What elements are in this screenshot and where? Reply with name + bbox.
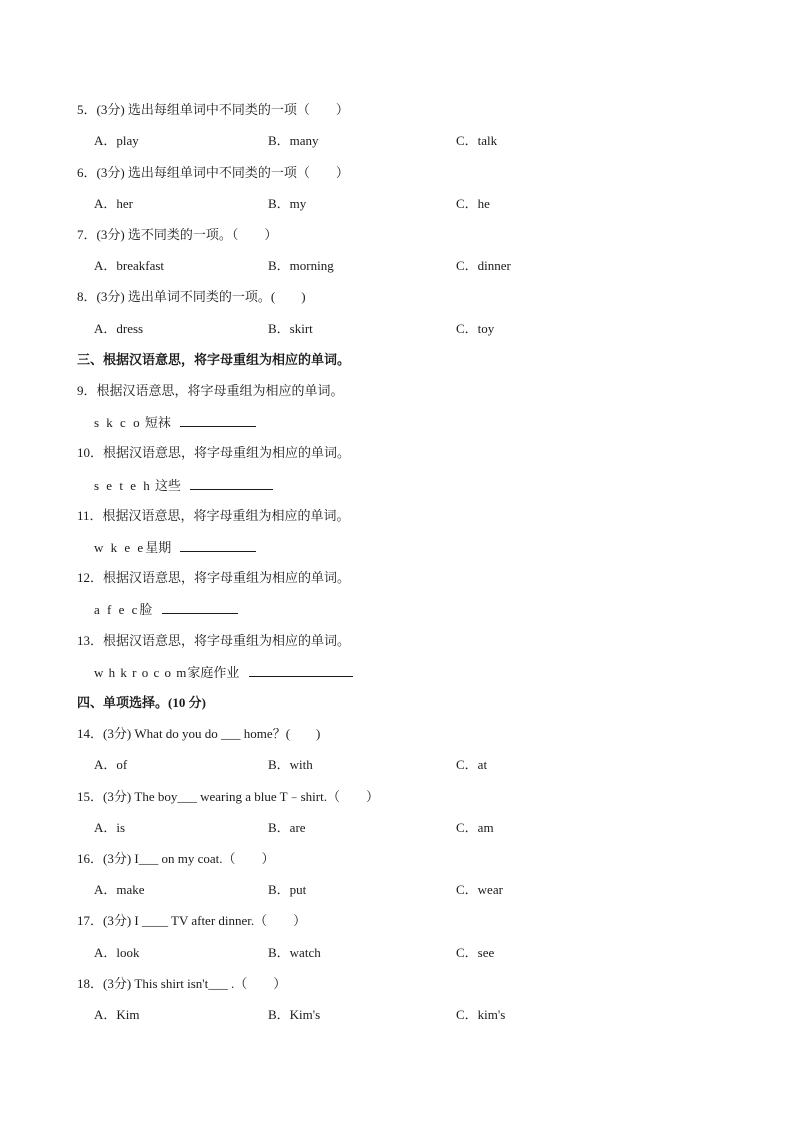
question-8-options <box>0 319 794 339</box>
answer-blank[interactable] <box>249 662 353 677</box>
question-14-stem: 14．(3分) What do you do ___ home？( ) <box>77 726 321 741</box>
option-b: B．put <box>268 882 307 897</box>
question-5-options <box>0 131 794 151</box>
question-12-stem: 12．根据汉语意思，将字母重组为相应的单词。 <box>77 570 351 585</box>
question-15-stem: 15．(3分) The boy___ wearing a blue T﹣shirt.（ ） <box>77 789 379 804</box>
question-10-stem: 10．根据汉语意思，将字母重组为相应的单词。 <box>77 445 351 460</box>
scrambled-letters: w k e e <box>94 540 146 555</box>
chinese-meaning: 星期 <box>145 540 172 555</box>
question-17-stem: 17．(3分) I ____ TV after dinner.（ ） <box>77 913 307 928</box>
option-a: A．breakfast <box>94 258 165 273</box>
question-9-stem: 9．根据汉语意思，将字母重组为相应的单词。 <box>77 383 344 398</box>
chinese-meaning: 家庭作业 <box>187 665 240 680</box>
question-13-answer-row <box>0 662 794 682</box>
question-6-options <box>0 194 794 214</box>
question-6-stem: 6．(3分) 选出每组单词中不同类的一项（ ） <box>77 165 349 180</box>
option-b: B．Kim's <box>268 1007 321 1022</box>
option-a: A．look <box>94 945 140 960</box>
option-a: A．of <box>94 757 128 772</box>
option-c: C．toy <box>456 321 495 336</box>
scrambled-letters: s k c o <box>94 415 142 430</box>
option-a: A．dress <box>94 321 144 336</box>
option-c: C．he <box>456 196 490 211</box>
option-b: B．are <box>268 820 306 835</box>
question-11-stem: 11．根据汉语意思，将字母重组为相应的单词。 <box>77 508 350 523</box>
answer-blank[interactable] <box>180 412 256 427</box>
scrambled-letters: w h k r o c o m <box>94 665 188 680</box>
question-17-options <box>0 943 794 963</box>
section-4-title: 四、单项选择。(10 分) <box>77 695 206 710</box>
question-10-answer-row <box>0 475 794 495</box>
question-16-options <box>0 880 794 900</box>
question-7-stem: 7．(3分) 选不同类的一项。（ ） <box>77 227 278 242</box>
option-b: B．morning <box>268 258 334 273</box>
question-9-answer-row <box>0 412 794 432</box>
option-c: C．talk <box>456 133 498 148</box>
answer-blank[interactable] <box>180 537 256 552</box>
question-18-stem: 18．(3分) This shirt isn't___ .（ ） <box>77 976 287 991</box>
question-12-answer-row <box>0 599 794 619</box>
chinese-meaning: 脸 <box>139 602 153 617</box>
option-c: C．kim's <box>456 1007 506 1022</box>
question-15-options <box>0 818 794 838</box>
option-b: B．with <box>268 757 313 772</box>
option-a: A．make <box>94 882 145 897</box>
answer-blank[interactable] <box>190 475 273 490</box>
question-7-options <box>0 256 794 276</box>
option-b: B．skirt <box>268 321 313 336</box>
chinese-meaning: 短袜 <box>144 415 171 430</box>
option-a: A．Kim <box>94 1007 140 1022</box>
question-8-stem: 8．(3分) 选出单词不同类的一项。( ) <box>77 289 306 304</box>
option-b: B．my <box>268 196 307 211</box>
option-a: A．is <box>94 820 126 835</box>
scrambled-letters: s e t e h <box>94 478 152 493</box>
question-13-stem: 13．根据汉语意思，将字母重组为相应的单词。 <box>77 633 351 648</box>
answer-blank[interactable] <box>162 599 238 614</box>
question-14-options <box>0 755 794 775</box>
question-5-stem: 5．(3分) 选出每组单词中不同类的一项（ ） <box>77 102 349 117</box>
option-c: C．dinner <box>456 258 511 273</box>
option-c: C．at <box>456 757 488 772</box>
option-a: A．play <box>94 133 139 148</box>
option-c: C．am <box>456 820 494 835</box>
option-b: B．many <box>268 133 319 148</box>
option-a: A．her <box>94 196 133 211</box>
question-18-options <box>0 1005 794 1025</box>
question-16-stem: 16．(3分) I___ on my coat.（ ） <box>77 851 275 866</box>
option-c: C．wear <box>456 882 503 897</box>
chinese-meaning: 这些 <box>154 478 181 493</box>
section-3-title: 三、根据汉语意思，将字母重组为相应的单词。 <box>77 352 351 367</box>
question-11-answer-row <box>0 537 794 557</box>
option-b: B．watch <box>268 945 321 960</box>
scrambled-letters: a f e c <box>94 602 140 617</box>
option-c: C．see <box>456 945 495 960</box>
